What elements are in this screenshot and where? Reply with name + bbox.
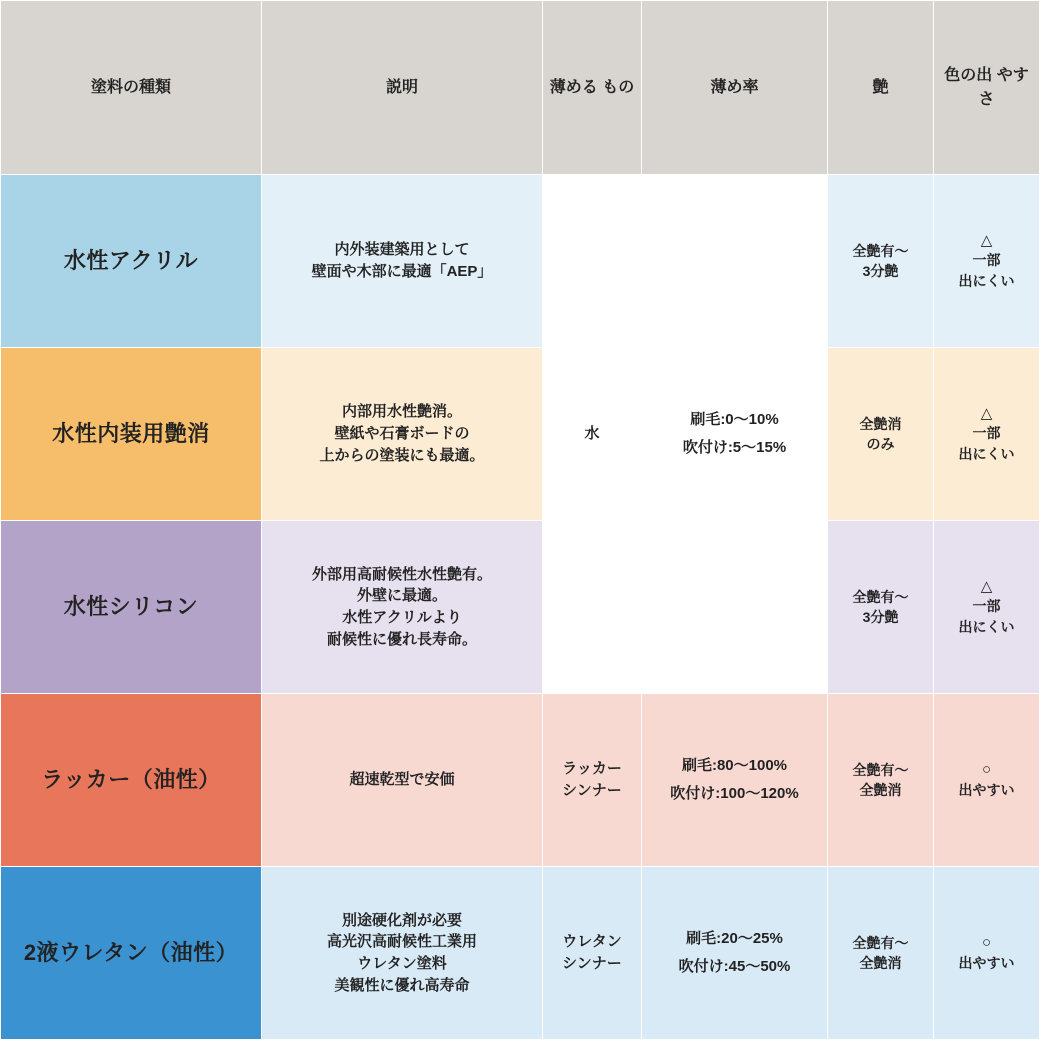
table-header	[1, 1, 1039, 175]
table-row	[1, 694, 1039, 867]
cell-color-ease	[934, 175, 1039, 348]
description-line: 壁面や木部に最適「AEP」	[268, 261, 536, 283]
color-ease-line: 一部	[940, 250, 1033, 270]
dilution-rate-spray: 吹付け:100〜120%	[648, 783, 821, 805]
cell-paint-type: 水性内装用艶消	[1, 348, 262, 521]
cell-description	[262, 175, 543, 348]
cell-paint-type: 水性シリコン	[1, 521, 262, 694]
description-line: ウレタン塗料	[268, 953, 536, 975]
cell-paint-type: ラッカー（油性）	[1, 694, 262, 867]
cell-description	[262, 521, 543, 694]
gloss-line: 全艶有〜	[834, 587, 927, 607]
cell-gloss	[828, 348, 934, 521]
description-line: 上からの塗装にも最適。	[268, 445, 536, 467]
table-body	[1, 175, 1039, 1040]
cell-thinner-water: 水	[543, 175, 642, 694]
cell-thinner	[543, 867, 642, 1040]
header-color-ease-label-line1: 色の出	[944, 67, 992, 84]
color-ease-line: 出にくい	[940, 271, 1033, 291]
cell-color-ease	[934, 521, 1039, 694]
header-paint-type-label: 塗料の種類	[91, 79, 171, 96]
color-ease-symbol: △	[940, 404, 1033, 424]
cell-gloss	[828, 867, 934, 1040]
color-ease-symbol: ○	[940, 760, 1033, 780]
description-line: 別途硬化剤が必要	[268, 910, 536, 932]
gloss-line: 全艶消	[834, 414, 927, 434]
color-ease-line: 出やすい	[940, 953, 1033, 973]
header-color-ease-label-line2: やすさ	[978, 67, 1028, 107]
description-line: 超速乾型で安価	[268, 769, 536, 791]
color-ease-symbol: ○	[940, 933, 1033, 953]
thinner-line: シンナー	[549, 953, 635, 975]
header-description	[262, 1, 543, 175]
description-line: 高光沢高耐候性工業用	[268, 931, 536, 953]
header-color-ease	[934, 1, 1039, 175]
cell-dilution-rate	[642, 867, 828, 1040]
header-gloss	[828, 1, 934, 175]
description-line: 壁紙や石膏ボードの	[268, 423, 536, 445]
dilution-rate-brush: 刷毛:0〜10%	[648, 409, 821, 431]
cell-color-ease	[934, 348, 1039, 521]
cell-gloss	[828, 521, 934, 694]
header-thinner-label-line1: 薄める	[550, 79, 598, 96]
thinner-line: シンナー	[549, 780, 635, 802]
color-ease-line: 出にくい	[940, 617, 1033, 637]
header-thinner	[543, 1, 642, 175]
table-row	[1, 348, 1039, 521]
dilution-rate-brush: 刷毛:80〜100%	[648, 755, 821, 777]
color-ease-line: 一部	[940, 596, 1033, 616]
cell-description	[262, 694, 543, 867]
cell-paint-type: 2液ウレタン（油性）	[1, 867, 262, 1040]
cell-gloss	[828, 694, 934, 867]
description-line: 外部用高耐候性水性艶有。	[268, 564, 536, 586]
cell-paint-type: 水性アクリル	[1, 175, 262, 348]
dilution-rate-spray: 吹付け:5〜15%	[648, 437, 821, 459]
cell-gloss	[828, 175, 934, 348]
header-gloss-label: 艶	[872, 79, 888, 96]
cell-description	[262, 867, 543, 1040]
cell-dilution-rate-water	[642, 175, 828, 694]
color-ease-symbol: △	[940, 577, 1033, 597]
cell-color-ease	[934, 867, 1039, 1040]
gloss-line: 全艶有〜	[834, 933, 927, 953]
color-ease-line: 出にくい	[940, 444, 1033, 464]
dilution-rate-spray: 吹付け:45〜50%	[648, 956, 821, 978]
header-row	[1, 1, 1039, 175]
dilution-rate-brush: 刷毛:20〜25%	[648, 928, 821, 950]
header-dilution-rate-label: 薄め率	[710, 79, 758, 96]
gloss-line: 3分艶	[834, 607, 927, 627]
table-row	[1, 521, 1039, 694]
description-line: 美観性に優れ高寿命	[268, 975, 536, 997]
cell-dilution-rate	[642, 694, 828, 867]
description-line: 水性アクリルより	[268, 607, 536, 629]
cell-description	[262, 348, 543, 521]
color-ease-line: 出やすい	[940, 780, 1033, 800]
gloss-line: 全艶消	[834, 780, 927, 800]
description-line: 外壁に最適。	[268, 585, 536, 607]
gloss-line: のみ	[834, 434, 927, 454]
gloss-line: 3分艶	[834, 261, 927, 281]
description-line: 内外装建築用として	[268, 239, 536, 261]
description-line: 耐候性に優れ長寿命。	[268, 629, 536, 651]
header-description-label: 説明	[386, 79, 418, 96]
color-ease-symbol: △	[940, 231, 1033, 251]
color-ease-line: 一部	[940, 423, 1033, 443]
cell-thinner	[543, 694, 642, 867]
table-row	[1, 867, 1039, 1040]
cell-color-ease	[934, 694, 1039, 867]
header-dilution-rate	[642, 1, 828, 175]
gloss-line: 全艶消	[834, 953, 927, 973]
thinner-line: ラッカー	[549, 758, 635, 780]
header-thinner-label-line2: もの	[602, 79, 634, 96]
gloss-line: 全艶有〜	[834, 241, 927, 261]
description-line: 内部用水性艶消。	[268, 401, 536, 423]
thinner-line: ウレタン	[549, 931, 635, 953]
table-row	[1, 175, 1039, 348]
header-paint-type	[1, 1, 262, 175]
gloss-line: 全艶有〜	[834, 760, 927, 780]
